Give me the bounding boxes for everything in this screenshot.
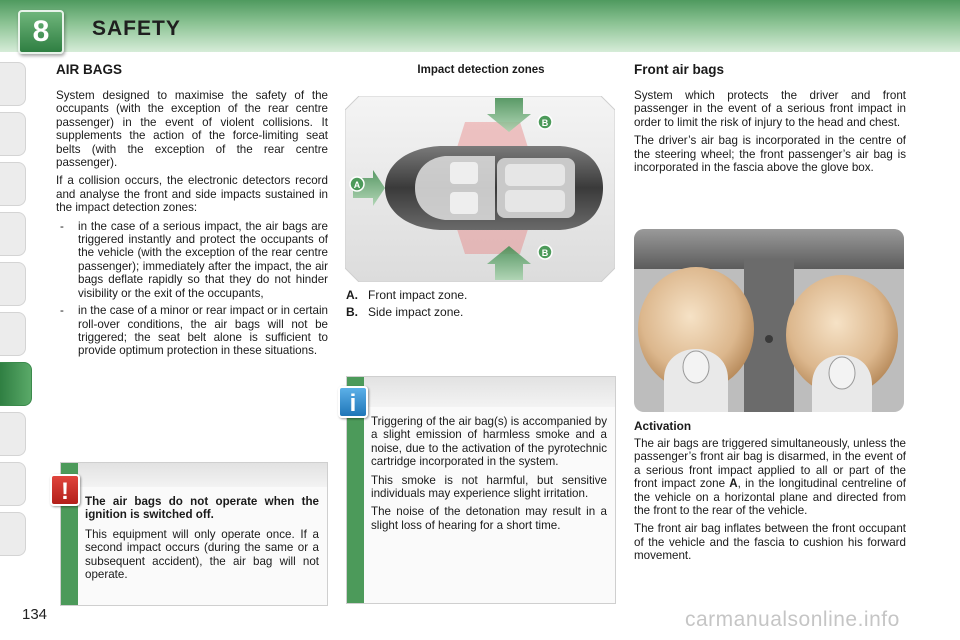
- info-icon: i: [338, 386, 368, 418]
- info-paragraph-2: This smoke is not harmful, but sensitive individuals may experience slight irritation.: [371, 473, 607, 501]
- front-air-bags-section: [634, 62, 906, 179]
- legend-text: Front impact zone.: [368, 288, 468, 302]
- side-tab-9[interactable]: [0, 462, 26, 506]
- front-air-bags-paragraph-1: System which protects the driver and front passenger in the event of a serious front impact in order to limit the risk of injury to the head and chest.: [634, 89, 906, 129]
- activation-paragraph-2: The front air bag inflates between the front occupant of the vehicle and the fascia to cushion his forward movement.: [634, 522, 906, 563]
- marker-b-bottom: B: [541, 248, 549, 258]
- front-air-bags-paragraph-2: The driver’s air bag is incorporated in the centre of the steering wheel; the front passenger’s air bag is incorporated in the fascia above the glove box.: [634, 134, 906, 175]
- side-tab-4[interactable]: [0, 212, 26, 256]
- air-bags-section: [56, 62, 328, 362]
- box-header: [364, 377, 615, 407]
- page-number: 134: [22, 606, 48, 623]
- air-bags-detectors: If a collision occurs, the electronic detectors record and analyse the front and side impacts sustained in the impact detection zones:: [56, 174, 328, 215]
- list-item: - in the case of a serious impact, the air bags are triggered instantly and protect the occupants of the vehicle (with the exception of the rear centre passenger); immediately after the impact, the air bags deflate rapidly so that they do not hinder visibility or the exit of the occupants,: [56, 220, 328, 300]
- air-bags-heading: AIR BAGS: [56, 62, 123, 77]
- activation-text-start: The air bags are triggered simultaneously, unless the passenger’s front air bag is disarmed, in the event of a serious front impact applied to all or part of the front impact zone: [634, 437, 906, 491]
- activation-zone-letter: A: [729, 477, 738, 491]
- side-tab-3[interactable]: [0, 162, 26, 206]
- side-tab-10[interactable]: [0, 512, 26, 556]
- info-paragraph-1: Triggering of the air bag(s) is accompanied by a slight emission of harmless smoke and a noise, due to the activation of the pyrotechnic cartridge incorporated in the system.: [371, 415, 607, 469]
- side-tab-8[interactable]: [0, 412, 26, 456]
- marker-b-top: B: [541, 118, 549, 128]
- side-tab-6[interactable]: [0, 312, 26, 356]
- diagram-legend: [346, 287, 616, 321]
- info-box: [346, 376, 616, 604]
- legend-row-a: [346, 287, 616, 303]
- page-title: SAFETY: [92, 17, 181, 40]
- list-item: - in the case of a minor or rear impact or in certain roll-over conditions, the air bags will not be triggered; the seat belt alone is sufficient to provide optimum protection in these situations.: [56, 304, 328, 358]
- marker-a: A: [353, 180, 361, 190]
- diagram-title: Impact detection zones: [417, 64, 545, 76]
- side-tab-2[interactable]: [0, 112, 26, 156]
- activation-paragraph-1: [634, 437, 906, 517]
- air-bags-bullet-list: [56, 220, 328, 358]
- chapter-number-tab[interactable]: 8: [18, 10, 64, 54]
- warning-box: [60, 462, 328, 606]
- legend-letter: A.: [346, 288, 358, 302]
- activation-heading: Activation: [634, 419, 692, 433]
- impact-zones-diagram: [345, 96, 615, 282]
- front-airbags-photo: [634, 229, 904, 412]
- legend-letter: B.: [346, 305, 358, 319]
- chapter-side-tabs: [0, 62, 40, 582]
- warning-bold-text: The air bags do not operate when the ignition is switched off.: [85, 495, 319, 522]
- legend-row-b: [346, 304, 616, 320]
- warning-text: This equipment will only operate once. If a second impact occurs (during the same or a subsequent accident), the air bag will not operate.: [85, 527, 319, 582]
- legend-text: Side impact zone.: [368, 305, 464, 319]
- side-tab-1[interactable]: [0, 62, 26, 106]
- side-tab-active[interactable]: [0, 362, 32, 406]
- warning-icon: !: [50, 474, 80, 506]
- watermark: carmanualsonline.info: [685, 608, 900, 631]
- activation-section: [634, 419, 906, 568]
- air-bags-intro: System designed to maximise the safety of the occupants (with the exception of the rear centre passenger) in the event of violent collisions. It supplements the action of the force-limiting seat belts (with the exception of the rear centre passenger).: [56, 89, 328, 170]
- side-tab-5[interactable]: [0, 262, 26, 306]
- activation-text-end: , in the longitudinal centreline of the vehicle on a horizontal plane and directed from the front to the rear of the vehicle.: [634, 477, 906, 518]
- info-paragraph-3: The noise of the detonation may result in a slight loss of hearing for a short time.: [371, 505, 607, 532]
- front-air-bags-heading: Front air bags: [634, 62, 725, 77]
- box-header: [78, 463, 327, 487]
